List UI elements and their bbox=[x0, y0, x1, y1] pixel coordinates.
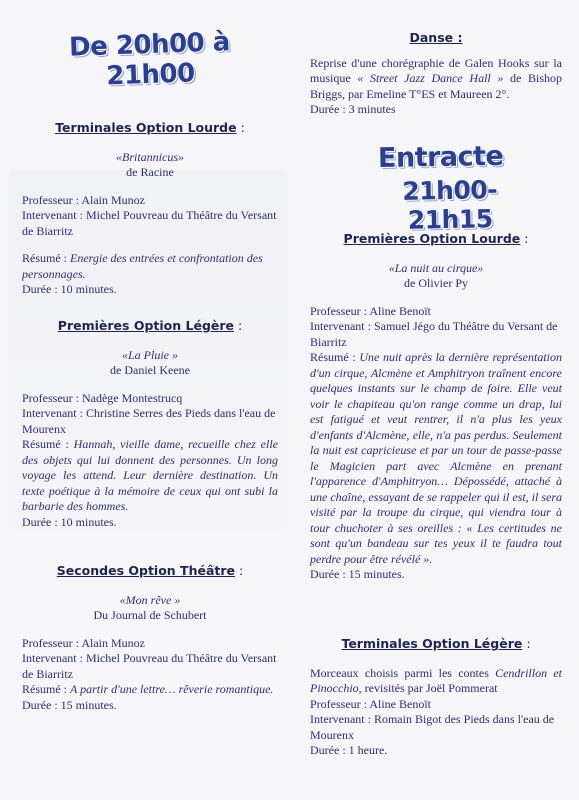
duree-line: Durée : 10 minutes. bbox=[22, 282, 117, 296]
resume-line: Résumé : A partir d'une lettre… rêverie romantique. bbox=[22, 682, 274, 696]
section-terminales-option-lourde bbox=[22, 120, 278, 298]
professeur-line: Professeur : Nadège Montestrucq bbox=[22, 390, 183, 405]
professeur-line: Professeur : Aline Benoït bbox=[310, 696, 431, 711]
intervenant-line: Intervenant : Michel Pouvreau du Théâtre du Versant de Biarritz bbox=[22, 208, 277, 238]
section-premieres-option-lourde bbox=[310, 231, 562, 583]
professeur-line: Professeur : Alain Munoz bbox=[22, 192, 145, 207]
duree-line: Durée : 3 minutes bbox=[310, 102, 396, 116]
resume-line: Résumé : Hannah, vieille dame, recueille chez elle des objets qui lui donnent des personnes. Un long voyage les attend. Leur dernière destination. Un texte poétique à la mémoire de ceux qui ont subi la barbarie des hommes. bbox=[22, 437, 278, 513]
work-title: «Britannicus» bbox=[116, 149, 184, 164]
section-heading: Premières Option Lourde : bbox=[343, 231, 529, 246]
work-title: «Mon rêve » bbox=[119, 592, 181, 607]
section-danse bbox=[310, 30, 562, 118]
duree-line: Durée : 10 minutes. bbox=[22, 514, 117, 529]
section-heading: Secondes Option Théâtre : bbox=[56, 563, 244, 578]
professeur-line: Professeur : Alain Munoz bbox=[22, 635, 145, 650]
work-author: Du Journal de Schubert bbox=[93, 608, 207, 622]
duree-line: Durée : 1 heure. bbox=[310, 743, 388, 757]
s5-description: Morceaux choisis parmi les contes Cendrillon et Pinocchio, revisités par Joël Pommerat bbox=[310, 665, 562, 695]
section-heading: Terminales Option Légère : bbox=[341, 636, 531, 651]
work-title: «La Pluie » bbox=[122, 347, 178, 362]
intervenant-line: Intervenant : Romain Bigot des Pieds dans l'eau de Mourenx bbox=[310, 712, 555, 742]
section-terminales-option-legere bbox=[310, 636, 562, 759]
work-author: de Racine bbox=[126, 165, 174, 179]
duree-line: Durée : 15 minutes. bbox=[310, 567, 405, 581]
intervenant-line: Intervenant : Christine Serres des Pieds dans l'eau de Mourenx bbox=[22, 406, 276, 436]
entracte-time: 21h00-21h15 bbox=[402, 175, 498, 235]
intervenant-line: Intervenant : Samuel Jégo du Théâtre du Versant de Biarritz bbox=[310, 319, 558, 349]
section-heading: Terminales Option Lourde : bbox=[55, 120, 245, 135]
resume-line: Résumé : Une nuit après la dernière représentation d'un cirque, Alcmène et Amphitryon traînent encore quelques instants sur le champ de foire. Elle veut voir le chapiteau qu'on range comme un drap, lui est fatigué et veut rentrer, il n'a plus les yeux d'enfants d'Alcmène, elle, n'a pas perdus. Seulement la nuit est capricieuse et par un tour de passe-passe le Magicien part avec Alcmène en prenant l'apparence d'Amphitryon… Dépossédé, attaché à une chaîne, essayant de se rappeler qui il est, il sera visité par la troupe du cirque, qui viendra tour à tour chuchoter à ses oreilles : « Les certitudes ne sont qu'un bandeau sur tes yeux il te faudra tout perdre pour être révélé ». bbox=[310, 350, 562, 566]
time-title-20h-21h: De 20h00 à 21h00 bbox=[68, 27, 231, 92]
section-secondes-option-theatre bbox=[22, 563, 278, 713]
section-premieres-option-legere bbox=[22, 318, 278, 530]
intervenant-line: Intervenant : Michel Pouvreau du Théâtre du Versant de Biarritz bbox=[22, 651, 277, 681]
section-heading: Premières Option Légère : bbox=[57, 318, 243, 333]
danse-description: Reprise d'une chorégraphie de Galen Hooks sur la musique « Street Jazz Dance Hall » de Bishop Briggs, par Emeline T°ES et Maureen 2°. bbox=[310, 55, 562, 101]
entracte-title: Entracte bbox=[377, 140, 504, 175]
duree-line: Durée : 15 minutes. bbox=[22, 697, 117, 712]
work-title: «La nuit au cirque» bbox=[388, 260, 484, 275]
work-author: de Daniel Keene bbox=[110, 363, 190, 377]
work-author: de Olivier Py bbox=[404, 276, 468, 290]
resume-line: Résumé : Energie des entrées et confrontation des personnages. bbox=[22, 251, 263, 281]
professeur-line: Professeur : Aline Benoït bbox=[310, 303, 431, 318]
section-heading: Danse : bbox=[409, 30, 463, 45]
